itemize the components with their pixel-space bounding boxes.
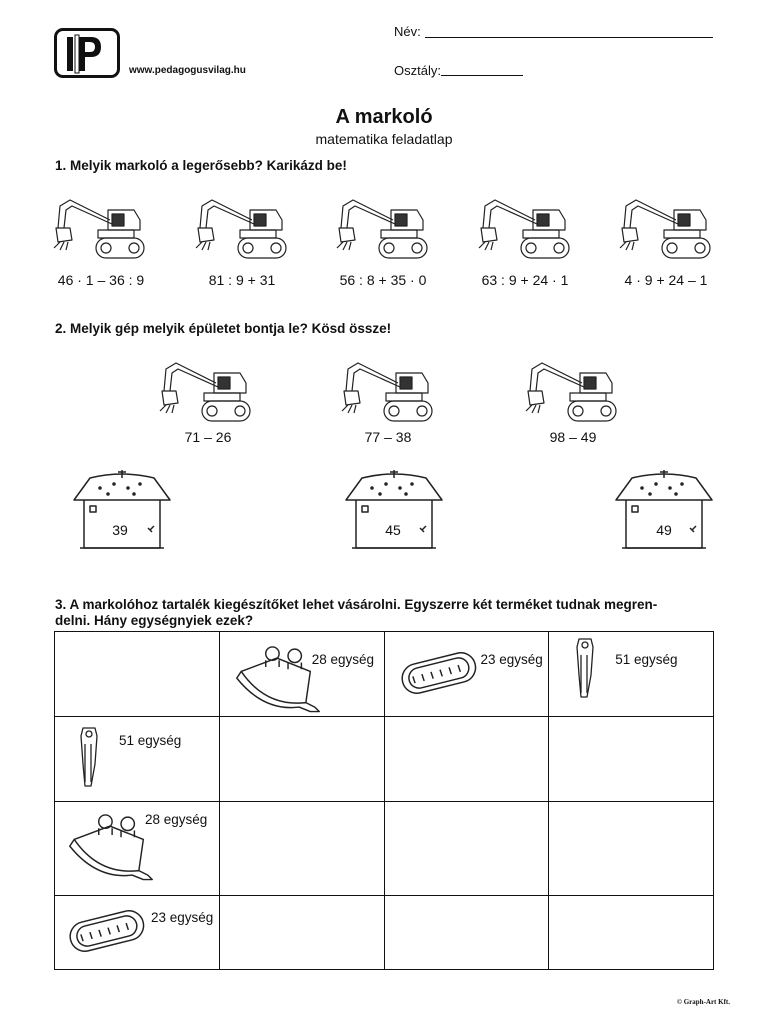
column-header-track <box>384 632 549 717</box>
table-row <box>55 717 714 802</box>
expression-1: 46 · 1 – 36 : 9 <box>57 272 145 288</box>
arm-icon <box>75 721 103 793</box>
answer-cell-1-3[interactable] <box>549 717 714 802</box>
class-label: Osztály: <box>394 63 441 78</box>
expression-5: 4 · 9 + 24 – 1 <box>624 272 708 288</box>
task3-question-line-1: 3. A markolóhoz tartalék kiegészítőket lehet vásárolni. Egyszerre két terméket tudnak megren- <box>55 597 658 612</box>
answer-cell-1-1[interactable] <box>219 717 384 802</box>
row-header-label-1: 51 egység <box>119 733 182 748</box>
row-header-bucket <box>55 802 220 896</box>
task2-excavator-1-icon[interactable] <box>156 355 256 427</box>
bucket-icon <box>228 638 328 716</box>
excavator-4-icon[interactable] <box>475 192 575 264</box>
task2-excavator-3-icon[interactable] <box>522 355 622 427</box>
column-header-label-1: 28 egység <box>311 652 375 667</box>
copyright: © Graph-Art Kft. <box>676 998 730 1006</box>
class-field[interactable] <box>441 75 523 76</box>
answer-cell-3-1[interactable] <box>219 896 384 970</box>
track-icon <box>397 642 483 704</box>
track-icon <box>65 900 151 962</box>
parts-table <box>54 631 714 970</box>
excavator-1-icon[interactable] <box>50 192 150 264</box>
task2-excavator-2-icon[interactable] <box>338 355 438 427</box>
page-title: A markoló <box>335 106 433 128</box>
column-header-label-2: 23 egység <box>480 652 543 667</box>
name-label: Név: <box>394 24 421 39</box>
excavator-5-icon[interactable] <box>616 192 716 264</box>
logo-mark-icon <box>57 31 117 75</box>
expression-2: 81 : 9 + 31 <box>208 272 276 288</box>
house-number-3: 49 <box>656 522 672 538</box>
row-header-arm <box>55 717 220 802</box>
column-header-label-3: 51 egység <box>615 652 678 667</box>
name-field[interactable] <box>425 37 713 38</box>
answer-cell-1-2[interactable] <box>384 717 549 802</box>
row-header-track <box>55 896 220 970</box>
page-subtitle: matematika feladatlap <box>315 131 453 147</box>
task2-question: 2. Melyik gép melyik épületet bontja le? Kösd össze! <box>55 321 392 336</box>
machine-expression-1: 71 – 26 <box>184 429 232 445</box>
expression-4: 63 : 9 + 24 · 1 <box>481 272 569 288</box>
answer-cell-2-1[interactable] <box>219 802 384 896</box>
column-header-bucket <box>219 632 384 717</box>
row-header-label-2: 28 egység <box>145 812 208 827</box>
expression-3: 56 : 8 + 35 · 0 <box>339 272 427 288</box>
house-number-1: 39 <box>112 522 128 538</box>
excavator-2-icon[interactable] <box>192 192 292 264</box>
pedagogusvilag-logo <box>54 28 120 78</box>
answer-cell-3-2[interactable] <box>384 896 549 970</box>
table-header-row <box>55 632 714 717</box>
machine-expression-3: 98 – 49 <box>549 429 597 445</box>
house-number-2: 45 <box>385 522 401 538</box>
machine-expression-2: 77 – 38 <box>364 429 412 445</box>
task1-question: 1. Melyik markoló a legerősebb? Karikázd be! <box>55 158 347 173</box>
answer-cell-2-2[interactable] <box>384 802 549 896</box>
row-header-label-3: 23 egység <box>151 910 214 925</box>
table-row <box>55 896 714 970</box>
table-corner-cell <box>55 632 220 717</box>
answer-cell-2-3[interactable] <box>549 802 714 896</box>
excavator-3-icon[interactable] <box>333 192 433 264</box>
arm-icon <box>571 634 599 702</box>
house-2-icon[interactable] <box>342 466 446 556</box>
house-3-icon[interactable] <box>612 466 716 556</box>
house-1-icon[interactable] <box>70 466 174 556</box>
answer-cell-3-3[interactable] <box>549 896 714 970</box>
column-header-arm <box>549 632 714 717</box>
task3-question-line-2: delni. Hány egységnyiek ezek? <box>55 613 254 628</box>
table-row <box>55 802 714 896</box>
website-url: www.pedagogusvilag.hu <box>129 65 246 76</box>
